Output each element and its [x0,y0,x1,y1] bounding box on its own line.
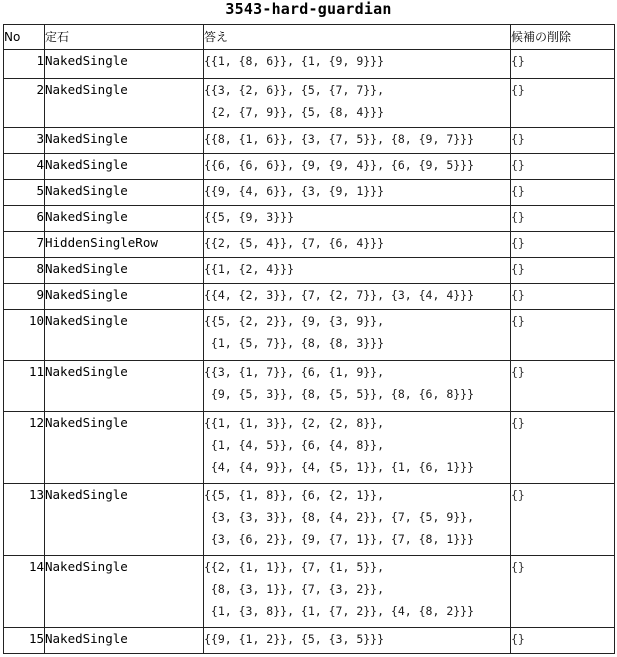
row-answer [204,556,511,628]
row-number: 5 [4,180,45,206]
row-move: HiddenSingleRow [45,232,204,258]
table-row [4,628,615,654]
row-answer [204,79,511,128]
answer-line: {{8, {1, 6}}, {3, {7, 5}}, {8, {9, 7}}} [204,132,475,146]
table-row [4,180,615,206]
row-move: NakedSingle [45,79,204,128]
answer-line: {1, {5, 7}}, {8, {8, 3}}} [204,336,385,350]
answer-line: {{3, {1, 7}}, {6, {1, 9}}, [204,365,385,379]
table-row [4,232,615,258]
answer-line: {{5, {2, 2}}, {9, {3, 9}}, [204,314,385,328]
row-removal: {} [511,258,615,284]
row-move: NakedSingle [45,128,204,154]
row-answer [204,128,511,154]
row-move: NakedSingle [45,154,204,180]
row-answer [204,180,511,206]
row-move: NakedSingle [45,310,204,361]
table-row [4,484,615,556]
table-row [4,79,615,128]
answer-line: {1, {4, 5}}, {6, {4, 8}}, [204,438,385,452]
row-removal: {} [511,50,615,79]
answer-line: {{9, {1, 2}}, {5, {3, 5}}} [204,632,385,646]
row-move: NakedSingle [45,484,204,556]
row-answer [204,361,511,412]
row-answer [204,154,511,180]
row-answer [204,206,511,232]
answer-line: {{6, {6, 6}}, {9, {9, 4}}, {6, {9, 5}}} [204,158,475,172]
answer-line: {{3, {2, 6}}, {5, {7, 7}}, [204,83,385,97]
row-removal: {} [511,128,615,154]
row-number: 3 [4,128,45,154]
row-number: 1 [4,50,45,79]
table-row [4,50,615,79]
answer-line: {{9, {4, 6}}, {3, {9, 1}}} [204,184,385,198]
table-row [4,310,615,361]
table-row [4,361,615,412]
row-answer [204,484,511,556]
row-number: 14 [4,556,45,628]
row-answer [204,628,511,654]
answer-line: {4, {4, 9}}, {4, {5, 1}}, {1, {6, 1}}} [204,460,475,474]
table-row [4,128,615,154]
row-removal: {} [511,232,615,258]
row-number: 7 [4,232,45,258]
answer-line: {3, {3, 3}}, {8, {4, 2}}, {7, {5, 9}}, [204,510,475,524]
row-removal: {} [511,412,615,484]
row-move: NakedSingle [45,412,204,484]
row-removal: {} [511,628,615,654]
row-removal: {} [511,180,615,206]
row-number: 13 [4,484,45,556]
row-removal: {} [511,154,615,180]
table-row [4,206,615,232]
row-number: 9 [4,284,45,310]
page-title: 3543-hard-guardian [225,0,392,18]
row-move: NakedSingle [45,206,204,232]
row-answer [204,412,511,484]
row-number: 12 [4,412,45,484]
row-removal: {} [511,284,615,310]
row-removal: {} [511,556,615,628]
row-number: 2 [4,79,45,128]
answer-line: {{1, {8, 6}}, {1, {9, 9}}} [204,54,385,68]
row-move: NakedSingle [45,258,204,284]
answer-line: {1, {3, 8}}, {1, {7, 2}}, {4, {8, 2}}} [204,604,475,618]
row-number: 6 [4,206,45,232]
answer-line: {{5, {1, 8}}, {6, {2, 1}}, [204,488,385,502]
row-answer [204,258,511,284]
answer-line: {3, {6, 2}}, {9, {7, 1}}, {7, {8, 1}}} [204,532,475,546]
row-answer [204,310,511,361]
row-move: NakedSingle [45,50,204,79]
row-answer [204,232,511,258]
row-move: NakedSingle [45,556,204,628]
row-removal: {} [511,484,615,556]
answer-line: {9, {5, 3}}, {8, {5, 5}}, {8, {6, 8}}} [204,387,475,401]
row-removal: {} [511,310,615,361]
row-removal: {} [511,361,615,412]
row-answer [204,284,511,310]
answer-line: {{4, {2, 3}}, {7, {2, 7}}, {3, {4, 4}}} [204,288,475,302]
header-answer: 答え [204,25,511,50]
table-row [4,556,615,628]
row-number: 4 [4,154,45,180]
row-number: 10 [4,310,45,361]
row-move: NakedSingle [45,284,204,310]
row-move: NakedSingle [45,628,204,654]
row-answer [204,50,511,79]
table-row [4,284,615,310]
table-row [4,412,615,484]
row-move: NakedSingle [45,180,204,206]
row-removal: {} [511,206,615,232]
header-move: 定石 [45,25,204,50]
solution-table [3,24,615,654]
answer-line: {{1, {1, 3}}, {2, {2, 8}}, [204,416,385,430]
row-number: 15 [4,628,45,654]
row-move: NakedSingle [45,361,204,412]
header-row [4,25,615,50]
header-no: No [4,25,45,50]
answer-line: {{5, {9, 3}}} [204,210,295,224]
answer-line: {{2, {5, 4}}, {7, {6, 4}}} [204,236,385,250]
table-row [4,258,615,284]
answer-line: {8, {3, 1}}, {7, {3, 2}}, [204,582,385,596]
table-row [4,154,615,180]
row-removal: {} [511,79,615,128]
row-number: 8 [4,258,45,284]
row-number: 11 [4,361,45,412]
answer-line: {{1, {2, 4}}} [204,262,295,276]
answer-line: {{2, {1, 1}}, {7, {1, 5}}, [204,560,385,574]
header-removal: 候補の削除 [511,25,615,50]
answer-line: {2, {7, 9}}, {5, {8, 4}}} [204,105,385,119]
